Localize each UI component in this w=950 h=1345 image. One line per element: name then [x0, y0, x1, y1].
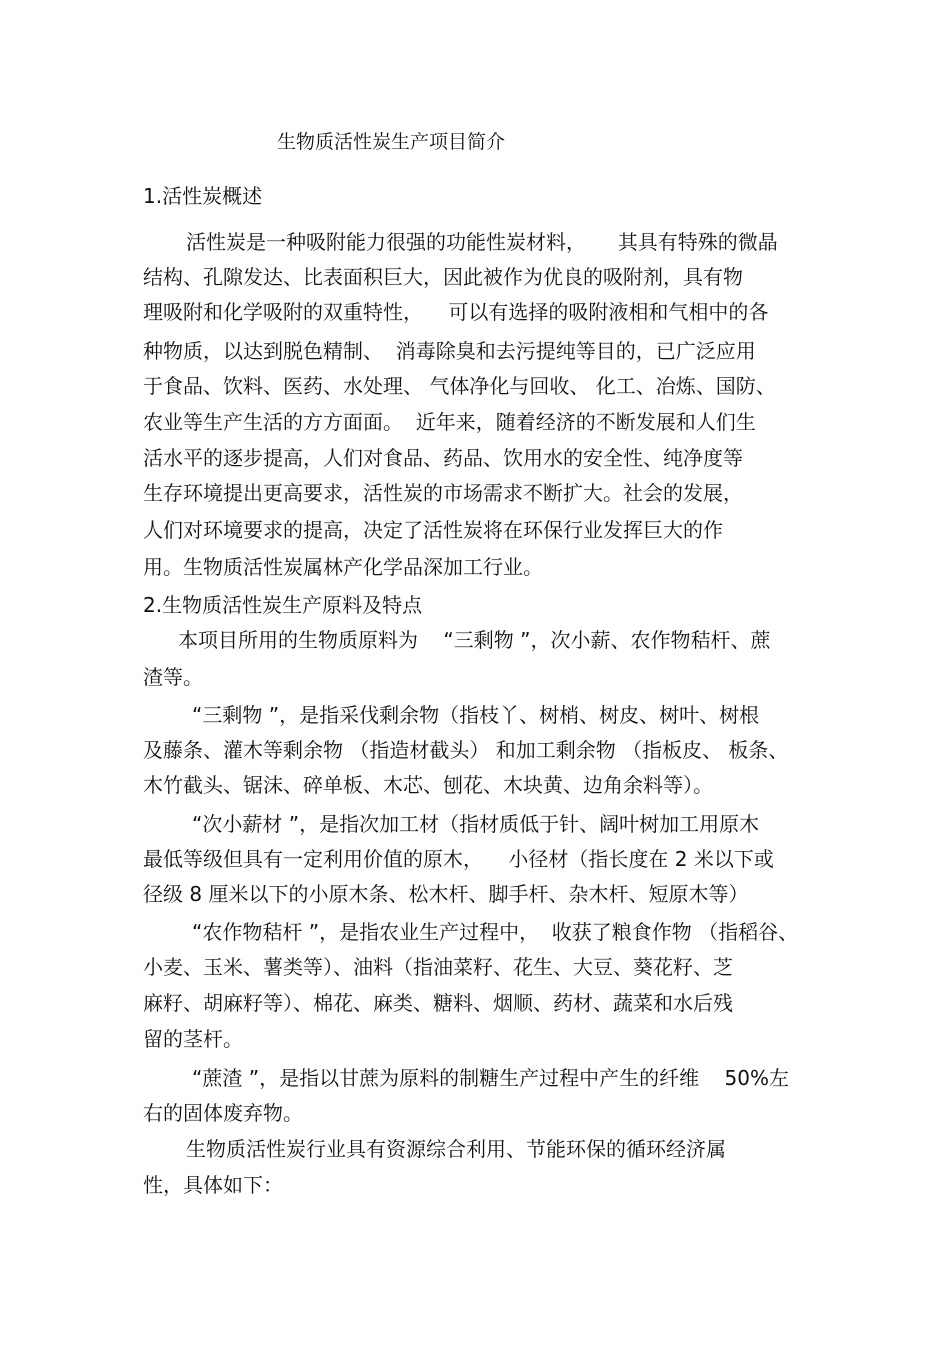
- paragraph-line: 渣等。: [143, 665, 203, 689]
- paragraph-line: 留的茎杆。: [143, 1027, 243, 1051]
- paragraph-line: “农作物秸杆 ”，是指农业生产过程中， 收获了粮食作物 （指稻谷、: [192, 920, 799, 944]
- paragraph-line: 本项目所用的生物质原料为 “三剩物 ”，次小薪、农作物秸杆、蔗: [178, 628, 771, 652]
- paragraph-line: 径级 8 厘米以下的小原木条、松木杆、脚手杆、杂木杆、短原木等）: [143, 882, 749, 906]
- paragraph-line: 小麦、玉米、薯类等）、油料（指油菜籽、花生、大豆、葵花籽、芝: [143, 955, 733, 979]
- paragraph-line: 种物质，以达到脱色精制、 消毒除臭和去污提纯等目的，已广泛应用: [143, 339, 756, 363]
- paragraph-line: 活性炭是一种吸附能力很强的功能性炭材料， 其具有特殊的微晶: [186, 230, 778, 254]
- paragraph-line: 右的固体废弃物。: [143, 1101, 303, 1125]
- paragraph-line: 农业等生产生活的方方面面。 近年来，随着经济的不断发展和人们生: [143, 410, 756, 434]
- paragraph-line: 理吸附和化学吸附的双重特性， 可以有选择的吸附液相和气相中的各: [143, 300, 769, 324]
- paragraph-line: 木竹截头、锯沫、碎单板、木芯、刨花、木块黄、边角余料等）。: [143, 773, 713, 797]
- paragraph-line: 结构、孔隙发达、比表面积巨大，因此被作为优良的吸附剂，具有物: [143, 265, 743, 289]
- paragraph-line: “蔗渣 ”，是指以甘蔗为原料的制糖生产过程中产生的纤维 50%左: [192, 1066, 789, 1090]
- paragraph-line: 用。生物质活性炭属林产化学品深加工行业。: [143, 555, 543, 579]
- paragraph-line: 于食品、饮料、医药、水处理、 气体净化与回收、 化工、冶炼、国防、: [143, 374, 776, 398]
- document-title: 生物质活性炭生产项目简介: [277, 131, 506, 153]
- paragraph-line: “次小薪材 ”，是指次加工材（指材质低于针、阔叶树加工用原木: [192, 812, 760, 836]
- paragraph-line: 性，具体如下：: [143, 1173, 283, 1197]
- section-heading-1: 1.活性炭概述: [143, 184, 263, 208]
- paragraph-line: 最低等级但具有一定利用价值的原木， 小径材（指长度在 2 米以下或: [143, 847, 774, 871]
- paragraph-line: 人们对环境要求的提高，决定了活性炭将在环保行业发挥巨大的作: [143, 518, 723, 542]
- paragraph-line: “三剩物 ”，是指采伐剩余物（指枝丫、树梢、树皮、树叶、树根: [192, 703, 760, 727]
- paragraph-line: 麻籽、胡麻籽等）、棉花、麻类、糖料、烟顺、药材、蔬菜和水后残: [143, 991, 733, 1015]
- paragraph-line: 生存环境提出更高要求，活性炭的市场需求不断扩大。社会的发展，: [143, 481, 743, 505]
- paragraph-line: 及藤条、灌木等剩余物 （指造材截头） 和加工剩余物 （指板皮、 板条、: [143, 738, 789, 762]
- section-heading-2: 2.生物质活性炭生产原料及特点: [143, 593, 423, 617]
- paragraph-line: 生物质活性炭行业具有资源综合利用、节能环保的循环经济属: [186, 1137, 726, 1161]
- paragraph-line: 活水平的逐步提高，人们对食品、药品、饮用水的安全性、纯净度等: [143, 446, 743, 470]
